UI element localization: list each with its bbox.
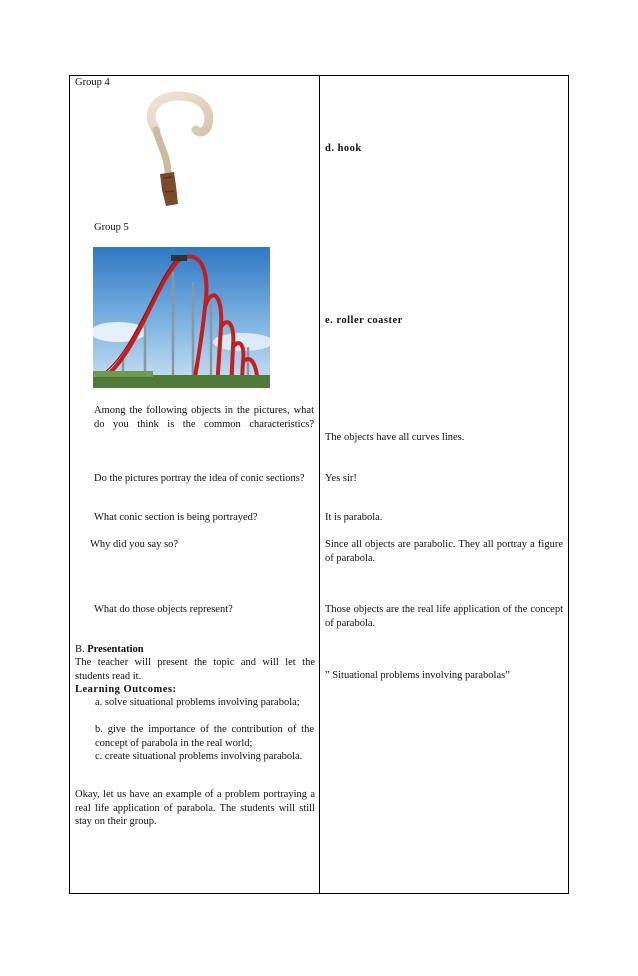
learning-outcome-c: c. create situational problems involving parabola.	[95, 751, 303, 762]
learning-outcomes-heading: Learning Outcomes:	[75, 684, 177, 695]
presentation-title: Presentation	[87, 644, 144, 655]
column-divider	[319, 75, 320, 894]
learning-outcome-a: a. solve situational problems involving parabola;	[95, 697, 300, 708]
hook-image	[138, 90, 218, 210]
question-conic-sections: Do the pictures portray the idea of conic sections?	[94, 473, 305, 484]
group-5-label: Group 5	[94, 222, 129, 233]
answer-common-characteristics: The objects have all curves lines.	[325, 432, 465, 443]
answer-represent: Those objects are the real life application of the concept of parabola.	[325, 604, 563, 629]
presentation-intro: The teacher will present the topic and will let the students read it.	[75, 657, 315, 682]
learning-outcome-b: b. give the importance of the contribution of the concept of parabola in the real world;	[95, 724, 314, 749]
presentation-letter: B.	[75, 644, 85, 655]
answer-why: Since all objects are parabolic. They all portray a figure of parabola.	[325, 539, 563, 564]
question-common-characteristics: Among the following objects in the pictures, what do you think is the common characteristics?	[94, 405, 314, 430]
answer-yes: Yes sir!	[325, 473, 357, 484]
presentation-closing: Okay, let us have an example of a problem portraying a real life application of parabola. The students will still stay on their group.	[75, 789, 315, 827]
answer-roller-coaster: e. roller coaster	[325, 315, 403, 326]
answer-hook: d. hook	[325, 143, 362, 154]
presentation-heading	[75, 643, 144, 657]
answer-topic: ” Situational problems involving parabolas”	[325, 670, 510, 681]
answer-parabola: It is parabola.	[325, 512, 383, 523]
question-objects-represent: What do those objects represent?	[94, 604, 233, 615]
question-which-conic: What conic section is being portrayed?	[94, 512, 258, 523]
question-why: Why did you say so?	[90, 539, 179, 550]
group-4-label: Group 4	[75, 77, 110, 88]
roller-coaster-image	[93, 247, 270, 388]
